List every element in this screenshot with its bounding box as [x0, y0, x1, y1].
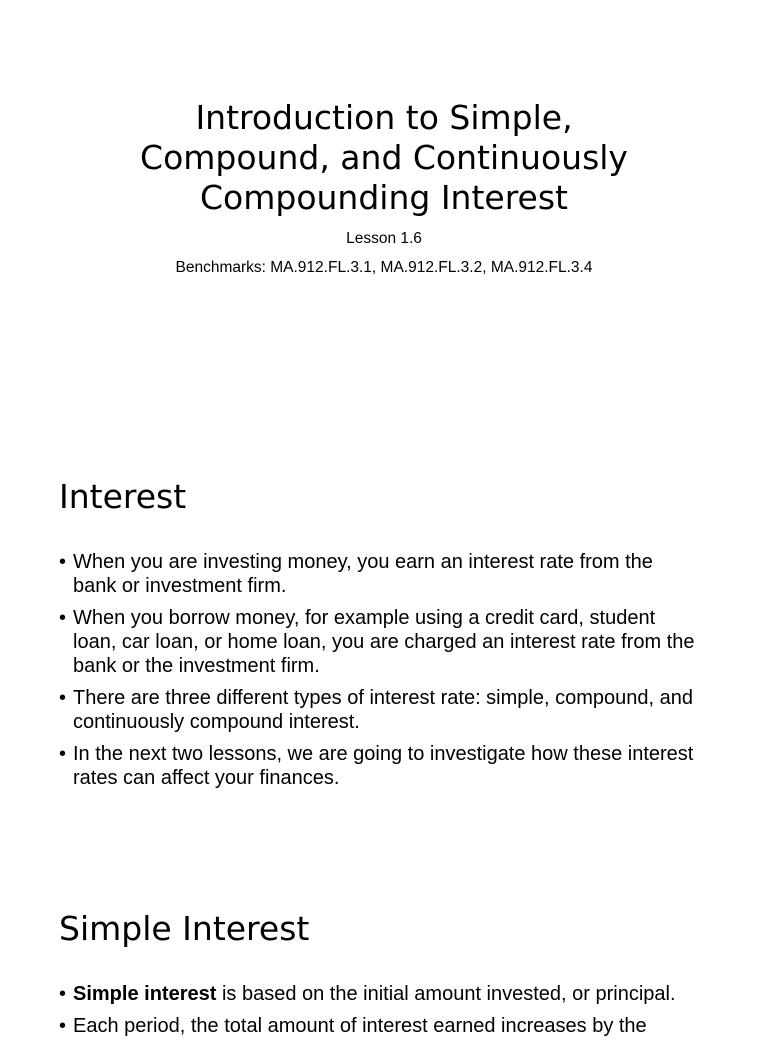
list-item — [59, 550, 699, 598]
slide-heading: Interest — [59, 477, 187, 516]
bullet-icon: • — [59, 687, 67, 709]
bullet-list — [59, 550, 699, 798]
bullet-icon: • — [59, 983, 67, 1005]
bold-term: Simple interest — [73, 983, 217, 1005]
bullet-text: When you borrow money, for example using a credit card, student loan, car loan, or home loan, you are charged an interest rate from the bank or the investment firm. — [73, 607, 695, 677]
title-line: Introduction to Simple, — [195, 98, 573, 137]
bullet-list — [59, 982, 699, 1046]
title-line: Compound, and Continuously — [140, 138, 628, 177]
title-line: Compounding Interest — [200, 178, 568, 217]
lesson-label: Lesson 1.6 — [346, 230, 422, 247]
bullet-text: Each period, the total amount of interest earned increases by the — [73, 1015, 647, 1037]
bullet-icon: • — [59, 551, 67, 573]
interest-slide — [0, 432, 768, 864]
list-item — [59, 606, 699, 678]
slide-heading: Simple Interest — [59, 909, 310, 948]
list-item — [59, 1014, 699, 1038]
bullet-text: When you are investing money, you earn an interest rate from the bank or investment firm. — [73, 551, 653, 597]
bullet-text: There are three different types of interest rate: simple, compound, and continuously compound interest. — [73, 687, 693, 733]
list-item — [59, 982, 699, 1006]
bullet-icon: • — [59, 607, 67, 629]
bullet-text: In the next two lessons, we are going to investigate how these interest rates can affect your finances. — [73, 743, 694, 789]
simple-interest-slide — [0, 864, 768, 1037]
list-item — [59, 686, 699, 734]
bullet-icon: • — [59, 1015, 67, 1037]
benchmarks-label: Benchmarks: MA.912.FL.3.1, MA.912.FL.3.2, MA.912.FL.3.4 — [175, 259, 593, 276]
bullet-icon: • — [59, 743, 67, 765]
bullet-text: is based on the initial amount invested, or principal. — [216, 983, 676, 1005]
main-title — [0, 98, 768, 218]
title-slide — [0, 0, 768, 432]
list-item — [59, 742, 699, 790]
